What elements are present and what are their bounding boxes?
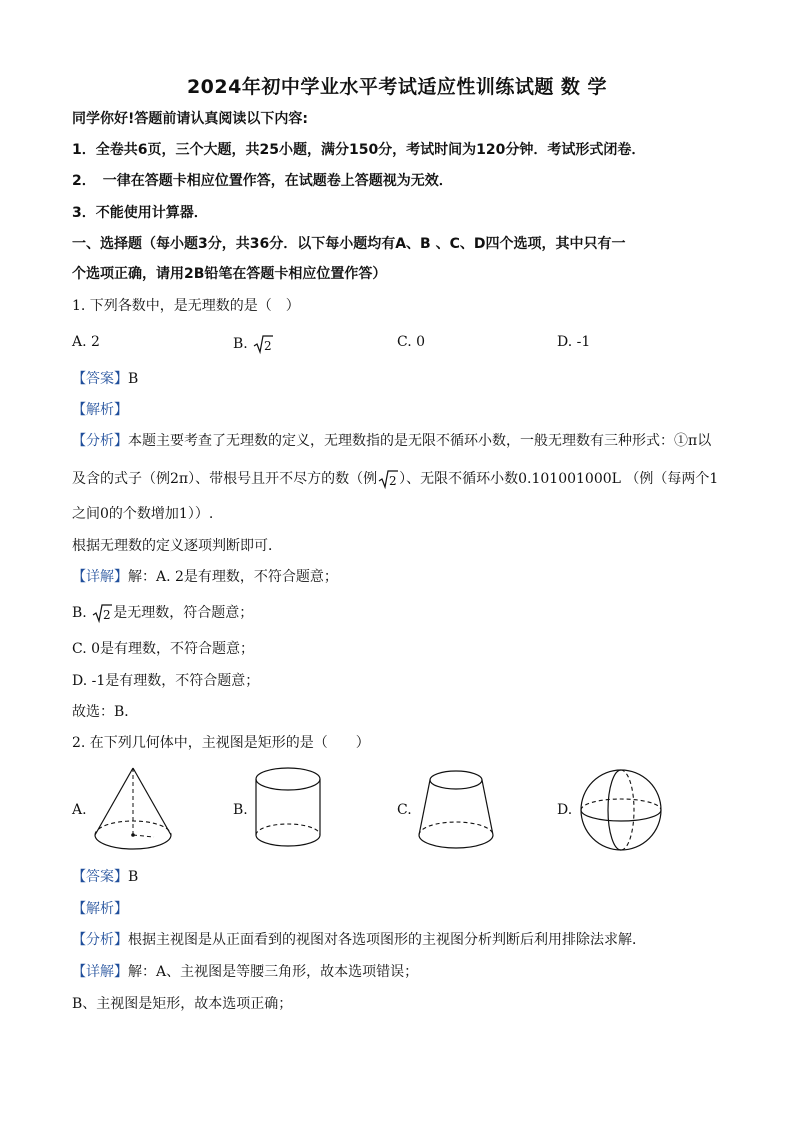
frustum-figure [415,767,497,853]
q1-fenxi-line4: 根据无理数的定义逐项判断即可． [72,538,282,554]
cone-figure [92,765,174,853]
q1-fenxi-line2 [72,468,718,490]
q1-option-d: D. -1 [557,334,591,350]
q2-detail-a [72,963,418,981]
question-2-stem: 2. 在下列几何体中，主视图是矩形的是（ ） [72,735,370,751]
q1-detail-c: C. 0是有理数，不符合题意； [72,641,255,657]
cylinder-figure [252,765,324,851]
q1-option-b-label: B. [233,336,248,352]
fenxi-tag: 【分析】 [72,932,128,948]
fenxi-text-a: 及含的式子（例2π）、带根号且开不尽方的数（例 [72,471,378,487]
q1-detail-d: D. -1是有理数，不符合题意； [72,673,260,689]
detail-text: 解：A、主视图是等腰三角形，故本选项错误； [128,964,419,980]
q1-detail-b [72,602,253,624]
xiangjie-tag: 【详解】 [72,964,128,980]
section-heading-line1: 一、选择题（每小题3分，共36分．以下每小题均有A、B 、C、D四个选项，其中只有一 [72,236,626,252]
notice-item-3: 3．不能使用计算器． [72,205,208,221]
detail-text: 解：A. 2是有理数，不符合题意； [128,569,338,585]
answer-tag: 【答案】 [72,371,128,387]
q1-option-a: A. 2 [72,334,100,350]
svg-text:2: 2 [103,608,111,622]
q2-option-c: C. [397,802,412,818]
q2-detail-b: B、主视图是矩形，故本选项正确； [72,996,293,1012]
question-1-stem: 1. 下列各数中，是无理数的是（ ） [72,298,300,314]
q2-answer [72,868,138,886]
q1-conclusion: 故选：B． [72,704,139,720]
q1-answer [72,370,138,388]
sphere-figure [579,766,663,854]
section-heading-line2: 个选项正确，请用2B铅笔在答题卡相应位置作答） [72,266,387,282]
notice-item-1: 1．全卷共6页，三个大题，共25小题，满分150分，考试时间为120分钟．考试形式闭卷． [72,142,646,158]
q1-fenxi-line1 [72,432,711,450]
q1-option-c: C. 0 [397,334,426,350]
fenxi-tag: 【分析】 [72,433,128,449]
fenxi-text: 根据主视图是从正面看到的视图对各选项图形的主视图分析判断后利用排除法求解． [128,932,646,948]
sqrt-2-symbol [91,602,113,624]
q2-option-a: A. [72,802,87,818]
q2-analysis-tag: 【解析】 [72,901,128,917]
notice-item-2: 2． 一律在答题卡相应位置作答，在试题卷上答题视为无效． [72,173,453,189]
sqrt-2-symbol [252,333,274,355]
q1-analysis-tag: 【解析】 [72,402,128,418]
q2-option-b: B. [233,802,248,818]
fenxi-text: 本题主要考查了无理数的定义，无理数指的是无限不循环小数，一般无理数有三种形式：①π以 [128,433,712,449]
page-title: 2024年初中学业水平考试适应性训练试题 数 学 [186,76,608,98]
q2-fenxi [72,931,646,949]
q1-option-b [233,333,274,355]
answer-value: B [128,869,139,885]
answer-tag: 【答案】 [72,869,128,885]
q1-detail-a [72,568,338,586]
fenxi-text-b: ）、无限不循环小数0.101001000L （例（每两个1 [399,471,719,487]
answer-value: B [128,371,139,387]
q2-option-d: D. [557,802,573,818]
svg-text:2: 2 [264,339,272,353]
notice-intro: 同学你好!答题前请认真阅读以下内容: [72,111,308,127]
sqrt-2-symbol [377,468,399,490]
detail-b-label: B. [72,605,87,621]
detail-b-text: 是无理数，符合题意； [113,605,254,621]
svg-text:2: 2 [389,474,397,488]
xiangjie-tag: 【详解】 [72,569,128,585]
q1-fenxi-line3: 之间0的个数增加1））. [72,506,214,522]
